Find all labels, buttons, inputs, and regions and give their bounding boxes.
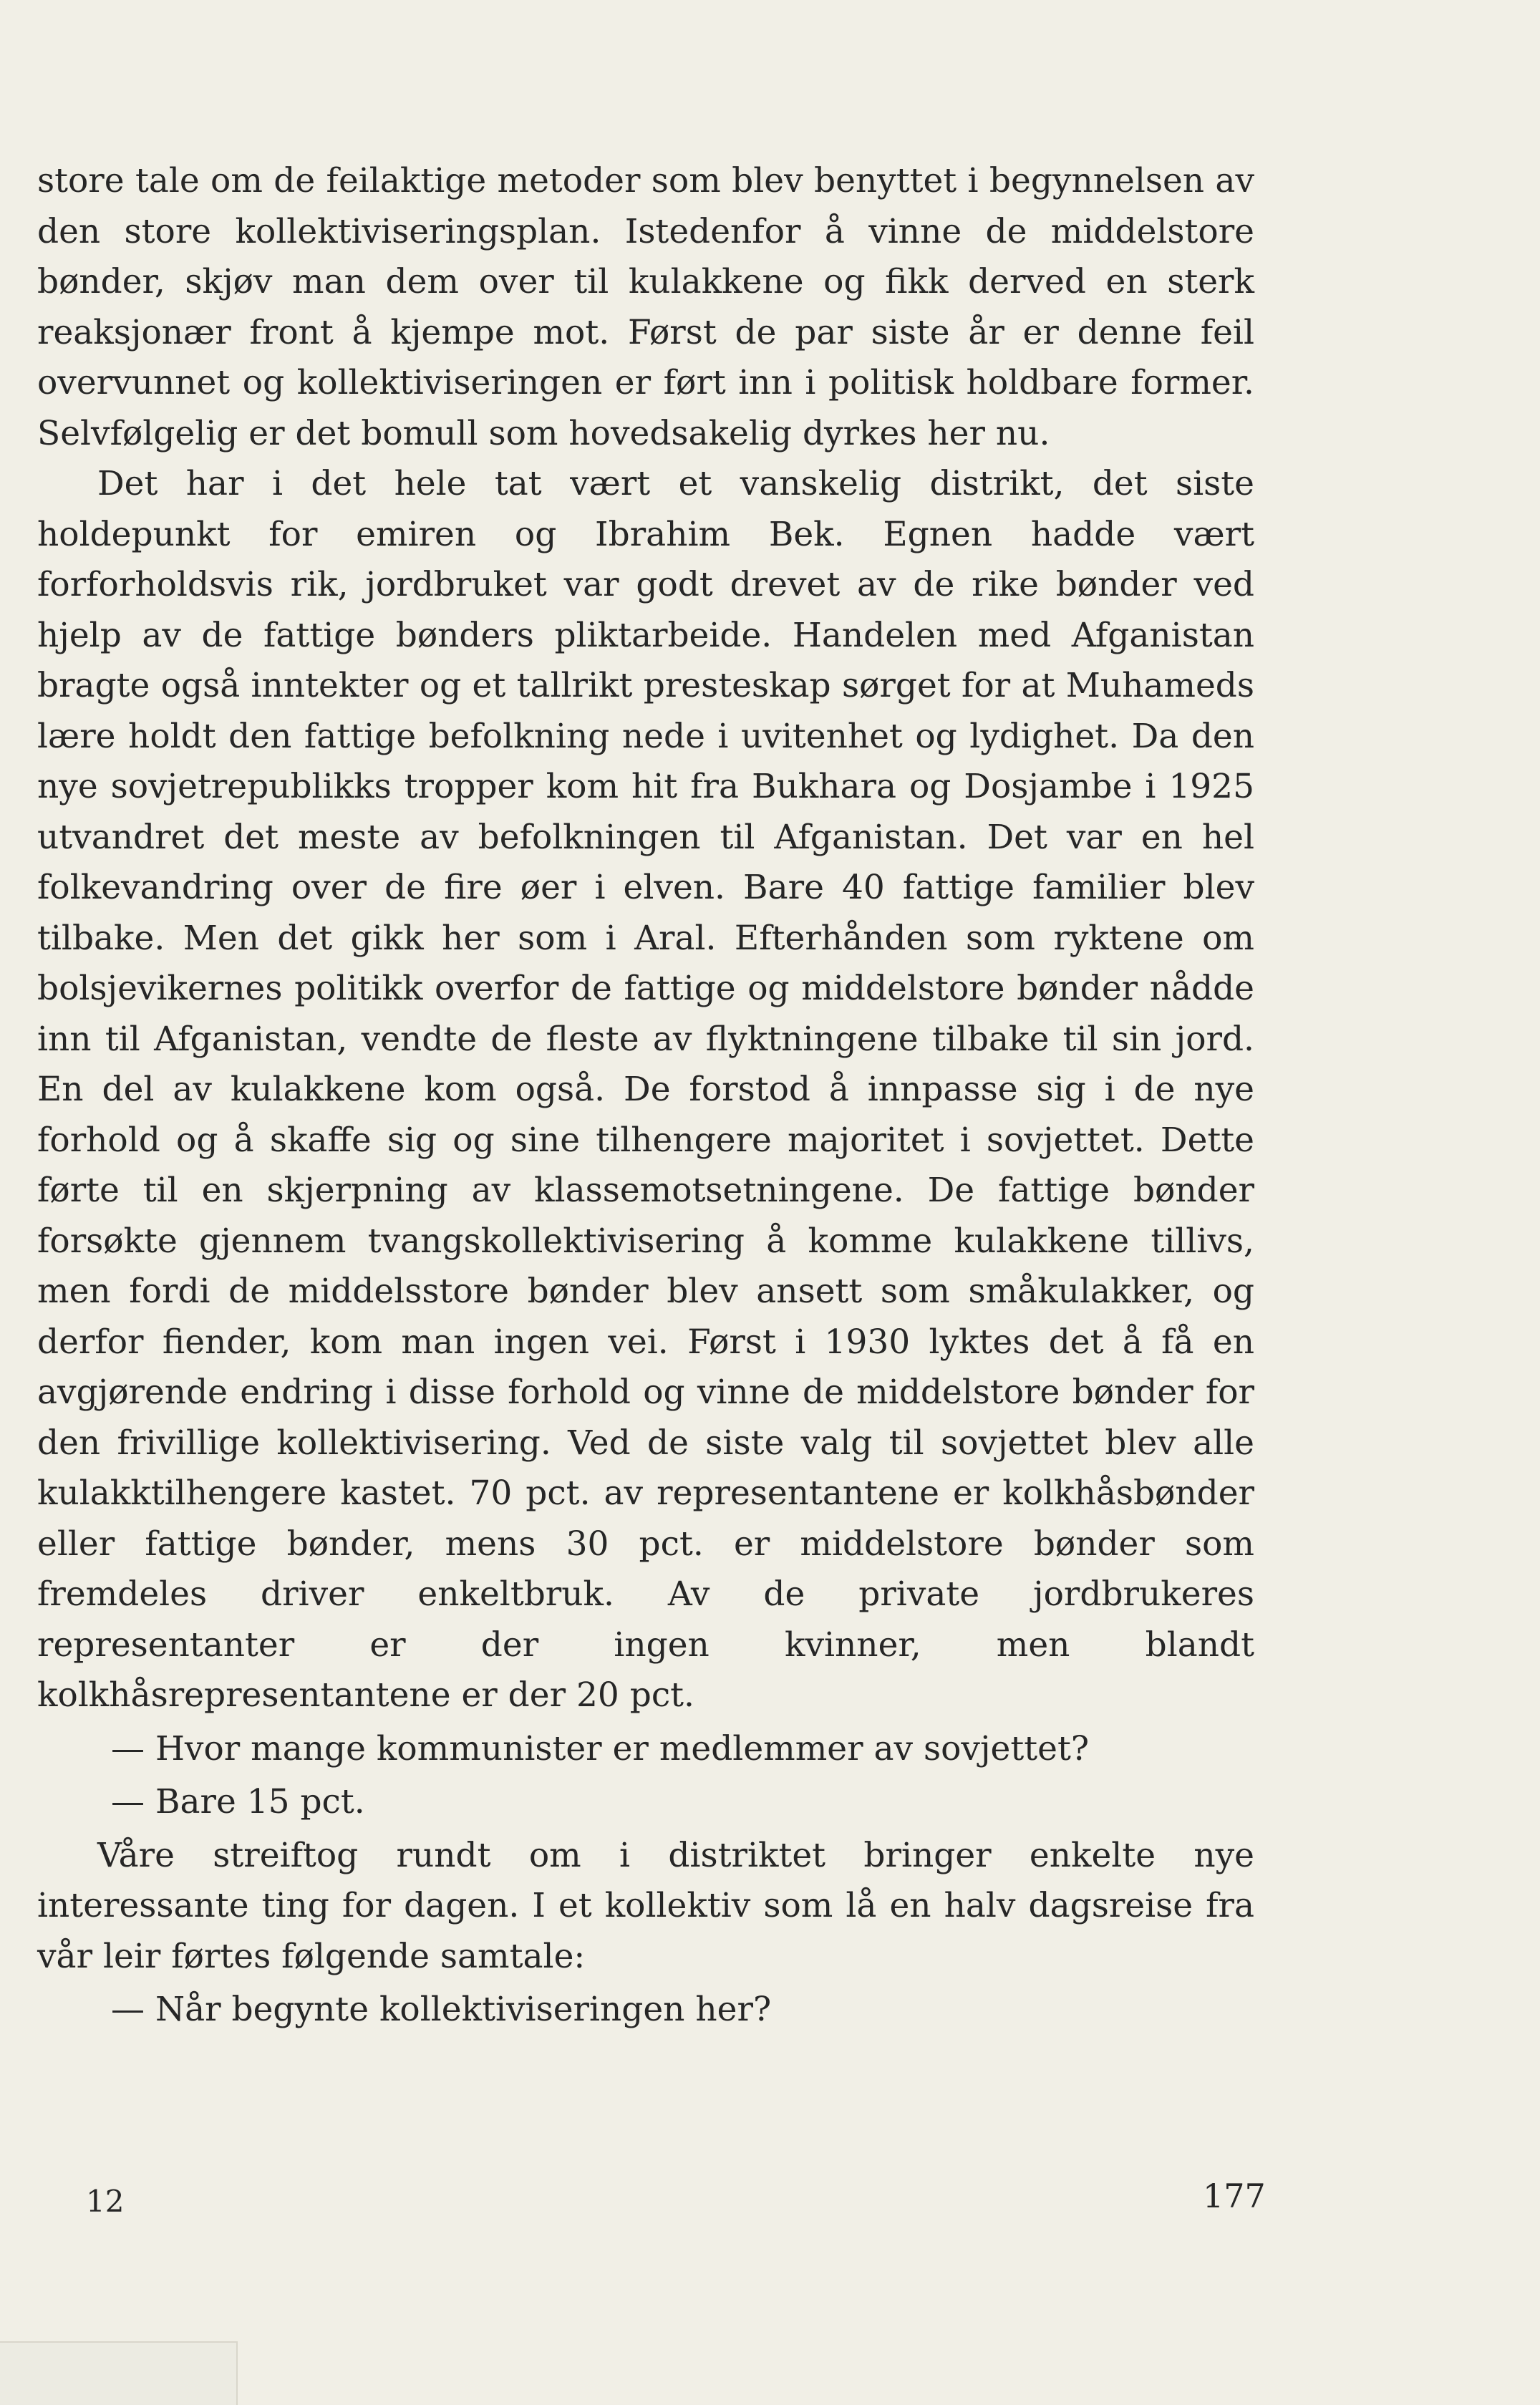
dialog-line-1: — Hvor mange kommunister er medlemmer av sovjettet? (111, 1728, 1090, 1768)
page-number: 177 (1203, 2177, 1266, 2215)
body-text (37, 156, 1254, 2038)
paragraph-3: Våre streiftog rundt om i distriktet bringer enkelte nye interessante ting for dagen. I et kollektiv som lå en halv dagsreise fra vår leir førtes følgende samtale: (37, 1835, 1254, 1976)
dialog-line-2: — Bare 15 pct. (111, 1782, 365, 1821)
paragraph-1: store tale om de feilaktige metoder som blev benyttet i begynnelsen av den store kollektiviseringsplan. Istedenfor å vinne de middelstore bønder, skjøv man dem over til kulakkene og fikk derved en sterk reaksjonær front å kjempe mot. Først de par siste år er denne feil overvunnet og kollektiviseringen er ført inn i politisk holdbare former. Selvfølgelig er det bomull som hovedsakelig dyrkes her nu. (37, 161, 1254, 453)
paragraph-2: Det har i det hele tat vært et vanskelig distrikt, det siste holdepunkt for emiren og Ibrahim Bek. Egnen hadde vært forforholdsvis rik, jordbruket var godt drevet av de rike bønder ved hjelp av de fattige bønders pliktarbeide. Handelen med Afganistan bragte også inntekter og et tallrikt presteskap sørget for at Muhameds lære holdt den fattige befolkning nede i uvitenhet og lydighet. Da den nye sovjetrepublikks tropper kom hit fra Bukhara og Dosjambe i 1925 utvandret det meste av befolkningen til Afganistan. Det var en hel folkevandring over de fire øer i elven. Bare 40 fattige familier blev tilbake. Men det gikk her som i Aral. Efterhånden som ryktene om bolsjevikernes politikk overfor de fattige og middelstore bønder nådde inn til Afganistan, vendte de fleste av flyktningene tilbake til sin jord. En del av kulakkene kom også. De forstod å innpasse sig i de nye forhold og å skaffe sig og sine tilhengere majoritet i sovjettet. Dette førte til en skjerpning av klassemotsetningene. De fattige bønder forsøkte gjennem tvangskollektivisering å komme kulakkene tillivs, men fordi de middelsstore bønder blev ansett som småkulakker, og derfor fiender, kom man ingen vei. Først i 1930 lyktes det å få en avgjørende endring i disse forhold og vinne de middelstore bønder for den frivillige kollektivisering. Ved de siste valg til sovjettet blev alle kulakktilhengere kastet. 70 pct. av representantene er kolkhåsbønder eller fattige bønder, mens 30 pct. er middelstore bønder som fremdeles driver enkeltbruk. Av de private jordbrukeres representanter er der ingen kvinner, men blandt kolkhåsrepresentantene er der 20 pct. (37, 464, 1254, 1715)
dialog-line-3: — Når begynte kollektiviseringen her? (111, 1990, 772, 2029)
signature-mark: 12 (86, 2184, 125, 2219)
scan-corner-mark (0, 2341, 238, 2405)
